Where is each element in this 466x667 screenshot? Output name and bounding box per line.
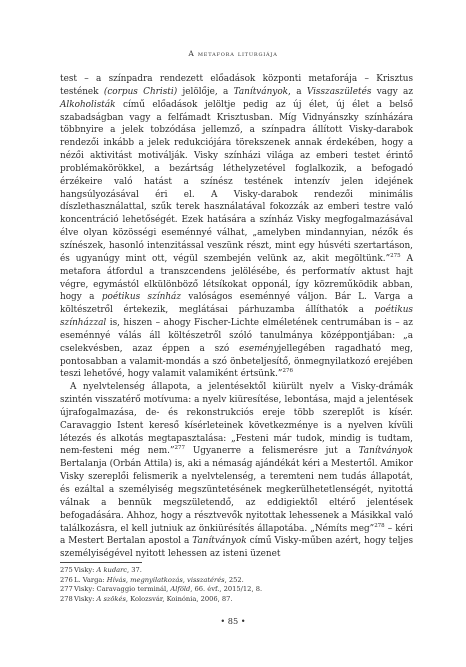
footnote-text [74, 576, 244, 586]
text-run: , 66. évf., 2015/12, 8. [190, 585, 263, 593]
footnote-reference: 275 [390, 252, 401, 259]
footnote-text [74, 595, 233, 605]
footnote [60, 585, 413, 595]
text-run: Visky: Caravaggio terminál, [74, 585, 171, 593]
text-run: is, hiszen – ahogy Fischer-Lichte elméletének centrumában is – az eseménnyé válás áll költészetről szóló tanulmánya középpontjában: „a cselekvésben, azaz éppen a szó [60, 318, 413, 354]
text-run: A metafora átfordul a transzcendens jelölésébe, és performatív aktust hajt végre, egymástól elkülönböző létsíkokat opponál, így közreműködik abban, hogy a [60, 253, 413, 303]
text-run: Bertalanja (Orbán Attila) is, aki a némaság ajándékát kéri a Mestertől. Amikor Visky szereplői felismerik a nyelvtelenség, a teremteni nem tudás állapotát, és ezáltal a személyiség megszüntetésének megkerülhetetlenségét, nyitottá válnak a bennük megszületendő, az eddigiektől eltérő jelentések befogadására. Ahhoz, hogy a résztvevők nyitottak lehessenek a Másikkal való találkozásra, el kell jutniuk az önkiürésítés állapotába. „Némíts meg” [60, 459, 413, 534]
footnote-number: 275 [60, 566, 73, 574]
footnote-number: 277 [60, 585, 73, 593]
text-run: Visky: [74, 594, 97, 603]
body-paragraph [60, 73, 413, 381]
body-text [60, 73, 413, 561]
italic-text: Alföld [170, 585, 191, 593]
italic-text: Visszaszületés [306, 86, 372, 97]
text-run: , a [288, 86, 307, 97]
footnote-reference: 278 [374, 522, 385, 529]
text-run: L. Varga: [74, 575, 107, 584]
italic-text: poétikus színházzal [60, 305, 413, 329]
italic-text: A kudarc [96, 566, 128, 574]
text-run: című Visky-műben azért, hogy teljes személyiségével nyitott lehessen az isteni üzenet [60, 536, 413, 560]
footnote-rule [60, 562, 142, 563]
footnote-text [74, 585, 262, 595]
footnote-reference: 277 [174, 445, 186, 452]
footnote-number: 278 [60, 594, 73, 603]
italic-text: Tanítványok [358, 446, 413, 457]
text-run: , Kolozsvár, Koinónia, 2006, 87. [125, 594, 233, 603]
italic-text: (corpus Christi) [103, 86, 178, 97]
italic-text: esemény [239, 343, 279, 354]
footnote [60, 595, 413, 605]
text-run: jellegében ragadható meg, pontosabban a valamit-mondás a szó önbeteljesítő, önmegnyilatkozó erejében teszi lehetővé, hogy valamit valamiként értsünk.” [60, 343, 413, 380]
italic-text: Tanítványok [233, 86, 289, 97]
footnote [60, 576, 413, 586]
text-run: című előadások jelöltje pedig az új élet, új élet a belső szabadságban vagy a felfámadt Krisztusban. Míg Vidnyánszky színházára többnyire a jelek tobzódása jellemző, a színpadra állított Visky-darabok rendezői inkább a jelek redukciójára törekszenek annak érdekében, hogy a nézői aktivitást motiválják. Visky színházi világa az emberi testet érintő problémakörökkel, a bezártság léthelyzetével foglalkozik, a befogadó érzékeire való hatást a színész testének intenzív jelen idejének hangsúlyozásával éri el. A Visky-darabok rendezői minimális díszlethasználattal, szűk terek használatával fokozzák az emberi testre való koncentráció lehetőségét. Ezek hatására a színház Visky megfogalmazásával élve olyan közösségi eseménnyé válhat, „amelyben mindannyian, nézők és színészek, hasonló intenzitással veszünk részt, mint egy húsvéti szertartáson, és ugyanúgy mint ott, végül szembején velünk az, akit megöltünk.” [60, 99, 413, 264]
italic-text: Hívás, megnyilatkozás, visszatérés [106, 575, 225, 584]
italic-text: Alkoholisták [60, 99, 116, 110]
italic-text: Tanítványok [192, 536, 247, 547]
body-paragraph [60, 381, 413, 561]
running-head: A metafora liturgiája [188, 49, 278, 58]
text-run: Ugyanerre a felismerésre jut a [185, 446, 359, 457]
text-run: , 252. [224, 575, 244, 584]
text-run: jelölője, a [177, 86, 234, 97]
text-run: Visky: [74, 566, 97, 574]
footnote-number: 276 [60, 575, 73, 584]
footnote [60, 566, 413, 576]
text-run: A nyelvtelenség állapota, a jelentésektől kiürült nyelv a Visky-drámák szintén visszatérő motívuma: a nyelv kiüresítése, lebontása, majd a jelentések újrafogalmazása, de- és rekonstrukciós ereje több szereplőt is kísér. Caravaggio Istent kereső kísérleteinek következménye is a nyelven kívüli létezés és alkotás megtapasztalása: „Festeni már tudok, mindig is tudtam, nem-festeni még nem.” [60, 382, 413, 457]
page-number: • 85 • [220, 616, 246, 626]
italic-text: A szökés [96, 594, 126, 603]
italic-text: poétikus színház [101, 292, 182, 303]
footnotes [60, 566, 413, 604]
text-run: vagy az [371, 86, 414, 97]
text-run: – kéri a Mestert Bertalan apostol a [60, 523, 413, 547]
text-run: valóságos eseménnyé váljon. Bár L. Varga a költészetről értekezik, meglátásai párhuzamba állíthatók a [60, 292, 413, 316]
footnote-reference: 276 [282, 368, 293, 375]
footnote-text [74, 566, 142, 576]
text-run: test – a színpadra rendezett előadások központi metaforája – Krisztus testének [60, 74, 413, 97]
text-run: , 37. [127, 566, 142, 574]
